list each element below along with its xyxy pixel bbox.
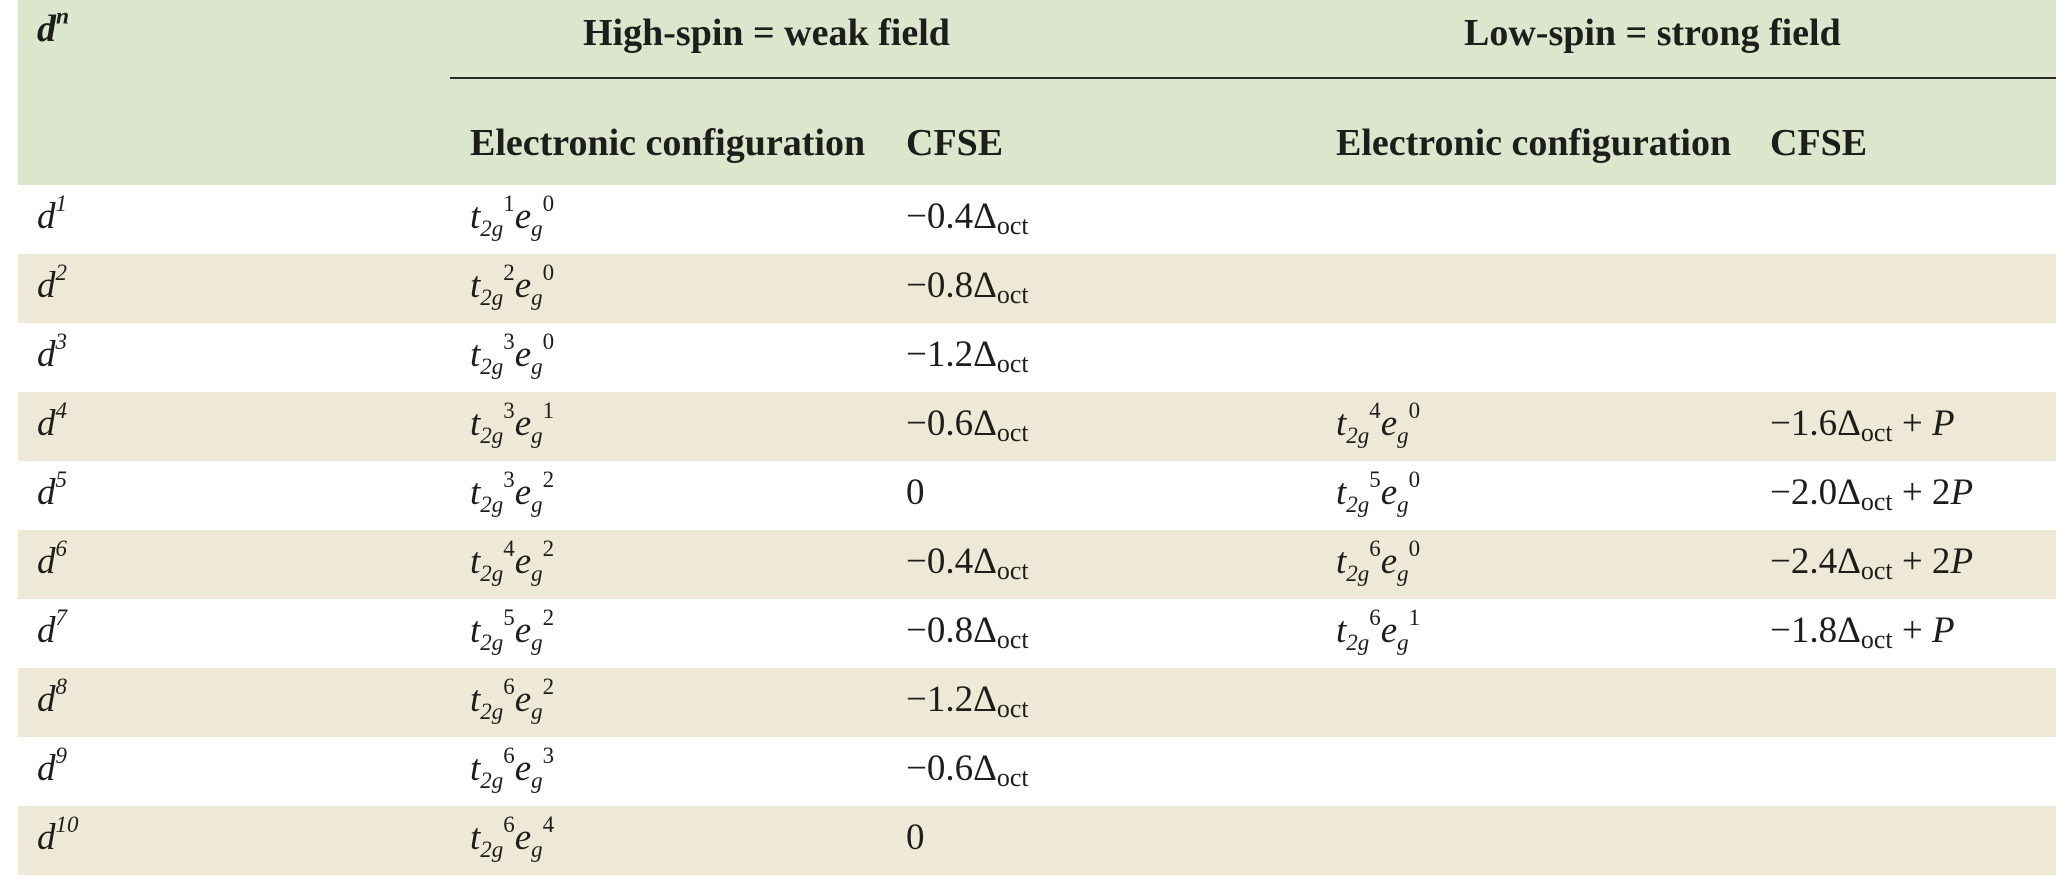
d-electron-count: 5: [55, 466, 67, 492]
dn-cell: [37, 466, 67, 515]
t-symbol: t: [470, 265, 481, 306]
table-row: [18, 806, 2056, 875]
t-subscript: 2g: [1346, 423, 1370, 449]
table-row: [18, 323, 2056, 392]
pairing-energy-symbol: P: [1931, 610, 1955, 651]
hs-cfse-header: CFSE: [906, 122, 1004, 164]
pairing-energy-symbol: P: [1931, 403, 1955, 444]
e-occupancy: 2: [542, 673, 555, 699]
cfse-coefficient: −1.2Δ: [906, 679, 997, 720]
e-occupancy: 2: [542, 535, 555, 561]
d-symbol: d: [37, 403, 56, 444]
dn-cell: [37, 673, 67, 722]
t-subscript: 2g: [480, 630, 504, 656]
d-electron-count: 3: [55, 328, 67, 354]
d-symbol: d: [37, 541, 56, 582]
t-symbol: t: [470, 196, 481, 237]
cfse-subscript: oct: [996, 694, 1029, 724]
t-subscript: 2g: [1346, 630, 1370, 656]
e-subscript: g: [531, 630, 543, 656]
table-row: [18, 254, 2056, 323]
e-subscript: g: [531, 423, 543, 449]
ls-config-cell: [1336, 397, 1421, 449]
t-symbol: t: [470, 541, 481, 582]
cfse-subscript: oct: [996, 349, 1029, 379]
e-subscript: g: [1397, 492, 1409, 518]
cfse-coefficient: 0: [906, 472, 925, 513]
e-occupancy: 3: [542, 742, 555, 768]
e-symbol: e: [514, 541, 532, 582]
t-occupancy: 3: [503, 328, 515, 354]
e-subscript: g: [531, 285, 543, 311]
t-occupancy: 5: [503, 604, 515, 630]
e-subscript: g: [531, 699, 543, 725]
pairing-energy-symbol: P: [1950, 541, 1974, 582]
cfse-pairing-term: + 2: [1892, 472, 1951, 513]
t-occupancy: 3: [503, 397, 515, 423]
e-subscript: g: [1397, 561, 1409, 587]
hs-config-cell: [470, 535, 555, 587]
low-spin-header: Low-spin = strong field: [1464, 12, 1841, 54]
t-occupancy: 6: [1369, 604, 1381, 630]
d-electron-count: 7: [55, 604, 67, 630]
t-subscript: 2g: [480, 216, 504, 242]
hs-cfse-cell: [906, 471, 925, 515]
cfse-subscript: oct: [996, 211, 1029, 241]
e-symbol: e: [514, 679, 532, 720]
t-occupancy: 4: [503, 535, 515, 561]
dn-cell: [37, 190, 67, 239]
hs-cfse-cell: [906, 678, 1029, 722]
d-electron-count: 9: [55, 742, 67, 768]
ls-config-cell: [1336, 466, 1421, 518]
t-symbol: t: [470, 817, 481, 858]
dn-cell: [37, 535, 67, 584]
e-subscript: g: [1397, 423, 1409, 449]
d-symbol: d: [37, 196, 56, 237]
dn-cell: [37, 742, 67, 791]
hs-cfse-cell: [906, 402, 1029, 446]
dn-cell: [37, 328, 67, 377]
d-symbol: d: [37, 817, 56, 858]
e-subscript: g: [531, 492, 543, 518]
ls-cfse-cell: [1770, 471, 1973, 515]
hs-config-cell: [470, 328, 555, 380]
table-row: [18, 185, 2056, 254]
e-occupancy: 4: [542, 811, 555, 837]
t-occupancy: 2: [503, 259, 515, 285]
hs-cfse-cell: [906, 264, 1029, 308]
hs-cfse-cell: [906, 333, 1029, 377]
ls-config-header: Electronic configuration: [1336, 122, 1732, 164]
dn-cell: [37, 397, 67, 446]
hs-config-cell: [470, 742, 555, 794]
ls-cfse-cell: [1770, 402, 1955, 446]
e-subscript: g: [531, 837, 543, 863]
dn-cell: [37, 604, 67, 653]
t-occupancy: 3: [503, 466, 515, 492]
cfse-coefficient: −2.0Δ: [1770, 472, 1861, 513]
hs-config-cell: [470, 466, 555, 518]
e-symbol: e: [514, 610, 532, 651]
dn-cell: [37, 259, 67, 308]
table-row: [18, 668, 2056, 737]
t-subscript: 2g: [480, 285, 504, 311]
t-subscript: 2g: [480, 699, 504, 725]
e-occupancy: 0: [542, 190, 555, 216]
cfse-coefficient: −0.6Δ: [906, 403, 997, 444]
ls-config-cell: [1336, 535, 1421, 587]
cfse-subscript: oct: [1860, 556, 1893, 586]
cfse-subscript: oct: [996, 625, 1029, 655]
t-occupancy: 6: [503, 742, 515, 768]
high-spin-header: High-spin = weak field: [583, 12, 950, 54]
e-occupancy: 0: [1408, 466, 1421, 492]
d-symbol: d: [37, 748, 56, 789]
e-symbol: e: [1380, 403, 1398, 444]
cfse-subscript: oct: [1860, 625, 1893, 655]
t-symbol: t: [1336, 403, 1347, 444]
cfse-pairing-term: +: [1892, 403, 1932, 444]
cfse-coefficient: −1.6Δ: [1770, 403, 1861, 444]
hs-config-cell: [470, 397, 555, 449]
t-symbol: t: [470, 334, 481, 375]
t-subscript: 2g: [480, 492, 504, 518]
cfse-coefficient: −1.2Δ: [906, 334, 997, 375]
d-symbol: d: [37, 610, 56, 651]
t-occupancy: 1: [503, 190, 515, 216]
e-subscript: g: [531, 354, 543, 380]
e-symbol: e: [1380, 472, 1398, 513]
table-row: [18, 599, 2056, 668]
e-symbol: e: [1380, 541, 1398, 582]
hs-cfse-cell: [906, 747, 1029, 791]
t-subscript: 2g: [480, 423, 504, 449]
header-rule: [450, 77, 2056, 79]
ls-cfse-header: CFSE: [1770, 122, 1868, 164]
e-occupancy: 0: [542, 259, 555, 285]
d-electron-count: 2: [55, 259, 67, 285]
e-occupancy: 1: [1408, 604, 1421, 630]
table-row: [18, 392, 2056, 461]
d-symbol: d: [37, 472, 56, 513]
hs-cfse-cell: [906, 816, 925, 860]
d-symbol: d: [37, 679, 56, 720]
e-occupancy: 2: [542, 466, 555, 492]
t-occupancy: 6: [503, 811, 515, 837]
hs-config-cell: [470, 259, 555, 311]
e-occupancy: 0: [542, 328, 555, 354]
cfse-subscript: oct: [996, 418, 1029, 448]
e-subscript: g: [531, 216, 543, 242]
e-subscript: g: [531, 561, 543, 587]
t-symbol: t: [1336, 541, 1347, 582]
cfse-subscript: oct: [996, 763, 1029, 793]
t-occupancy: 6: [1369, 535, 1381, 561]
cfse-coefficient: 0: [906, 817, 925, 858]
e-symbol: e: [514, 403, 532, 444]
t-subscript: 2g: [480, 837, 504, 863]
d-symbol: d: [37, 334, 56, 375]
e-occupancy: 2: [542, 604, 555, 630]
e-symbol: e: [514, 334, 532, 375]
table-row: [18, 461, 2056, 530]
d-electron-count: 8: [55, 673, 67, 699]
t-occupancy: 5: [1369, 466, 1381, 492]
t-subscript: 2g: [1346, 561, 1370, 587]
cfse-coefficient: −0.6Δ: [906, 748, 997, 789]
ls-config-cell: [1336, 604, 1421, 656]
t-symbol: t: [1336, 472, 1347, 513]
e-occupancy: 0: [1408, 397, 1421, 423]
t-symbol: t: [470, 610, 481, 651]
e-subscript: g: [531, 768, 543, 794]
cfse-coefficient: −0.8Δ: [906, 610, 997, 651]
table-header: [18, 0, 2056, 185]
d-electron-count: 4: [55, 397, 67, 423]
t-symbol: t: [470, 403, 481, 444]
t-subscript: 2g: [480, 561, 504, 587]
d-electron-count: 10: [55, 811, 79, 837]
e-subscript: g: [1397, 630, 1409, 656]
hs-config-cell: [470, 673, 555, 725]
cfse-subscript: oct: [996, 556, 1029, 586]
d-symbol: d: [37, 265, 56, 306]
e-symbol: e: [514, 748, 532, 789]
t-subscript: 2g: [1346, 492, 1370, 518]
hs-cfse-cell: [906, 540, 1029, 584]
cfse-pairing-term: +: [1892, 610, 1932, 651]
t-symbol: t: [1336, 610, 1347, 651]
dn-column-header: $d^n$: [37, 3, 70, 50]
hs-config-cell: [470, 190, 555, 242]
table-row: [18, 530, 2056, 599]
e-symbol: e: [514, 265, 532, 306]
t-symbol: t: [470, 679, 481, 720]
pairing-energy-symbol: P: [1950, 472, 1974, 513]
e-symbol: e: [514, 817, 532, 858]
ls-cfse-cell: [1770, 609, 1955, 653]
cfse-subscript: oct: [996, 280, 1029, 310]
d-electron-count: 1: [55, 190, 67, 216]
t-occupancy: 4: [1369, 397, 1381, 423]
cfse-coefficient: −0.4Δ: [906, 541, 997, 582]
cfse-coefficient: −1.8Δ: [1770, 610, 1861, 651]
cfse-coefficient: −0.8Δ: [906, 265, 997, 306]
ls-cfse-cell: [1770, 540, 1973, 584]
e-symbol: e: [514, 196, 532, 237]
table-row: [18, 737, 2056, 806]
e-symbol: e: [514, 472, 532, 513]
e-occupancy: 1: [542, 397, 555, 423]
e-symbol: e: [1380, 610, 1398, 651]
hs-config-header: Electronic configuration: [470, 122, 866, 164]
t-subscript: 2g: [480, 354, 504, 380]
cfse-subscript: oct: [1860, 418, 1893, 448]
t-symbol: t: [470, 748, 481, 789]
hs-config-cell: [470, 604, 555, 656]
d-electron-count: 6: [55, 535, 67, 561]
t-subscript: 2g: [480, 768, 504, 794]
t-occupancy: 6: [503, 673, 515, 699]
dn-cell: [37, 811, 79, 860]
hs-cfse-cell: [906, 609, 1029, 653]
cfse-coefficient: −2.4Δ: [1770, 541, 1861, 582]
hs-config-cell: [470, 811, 555, 863]
cfse-coefficient: −0.4Δ: [906, 196, 997, 237]
t-symbol: t: [470, 472, 481, 513]
hs-cfse-cell: [906, 195, 1029, 239]
cfse-subscript: oct: [1860, 487, 1893, 517]
cfse-pairing-term: + 2: [1892, 541, 1951, 582]
e-occupancy: 0: [1408, 535, 1421, 561]
